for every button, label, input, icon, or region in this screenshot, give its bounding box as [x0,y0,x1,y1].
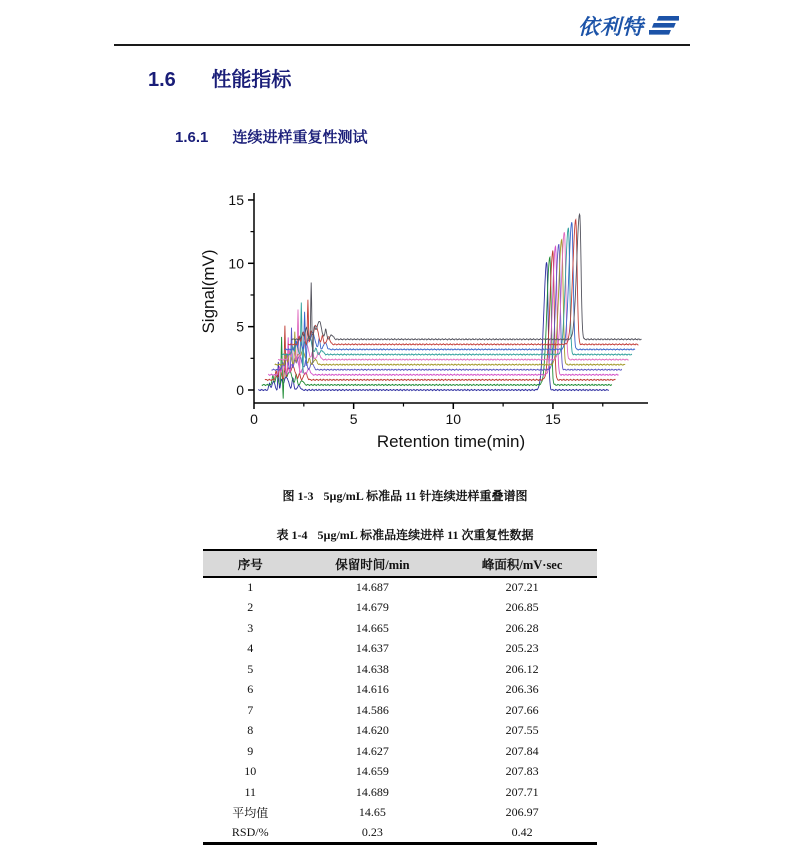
table-body [203,577,597,844]
table-row [203,618,597,639]
table-cell: 0.23 [361,825,383,839]
table-cell: 206.28 [505,620,539,635]
table-row [203,577,597,598]
table-cell: 11 [244,784,257,799]
table-cell: 5 [247,661,254,676]
table-row [203,782,597,803]
y-tick-label: 10 [228,255,244,272]
chromatogram-trace [288,220,638,345]
chromatogram-trace [281,228,631,373]
table-cell: 6 [247,682,254,697]
table-cell: 8 [247,723,254,738]
brand-logo-text: 依利特 [578,16,644,39]
table-cell: 207.66 [505,702,539,717]
brand-logo [578,12,679,40]
table-header-cell: 序号 [237,557,263,572]
table-row [203,680,597,701]
table-caption [10,526,800,543]
table-row [203,598,597,619]
table-cell: 14.679 [355,600,389,615]
table-cell: 206.85 [505,600,539,615]
table-cell: 平均值 [232,806,269,821]
table-row [203,803,597,824]
subsection-title: 连续进样重复性测试 [232,129,368,146]
brand-logo-bars-icon [649,15,679,37]
table-cell: 14.689 [355,784,389,799]
y-axis-title: Signal(mV) [199,249,218,334]
table-row [203,823,597,844]
x-tick-label: 15 [545,411,561,427]
table-caption-label: 表 1-4 [276,528,308,542]
table-cell: 14.65 [358,805,386,820]
chromatogram-chart [198,183,658,461]
table-cell: 207.55 [505,723,539,738]
section-heading [148,68,291,92]
table-cell: 14.627 [355,743,389,758]
table-cell: 2 [247,600,254,615]
x-axis-title: Retention time(min) [376,432,526,451]
subsection-number: 1.6.1 [175,129,209,146]
figure-caption [10,487,800,504]
section-number: 1.6 [148,69,176,91]
table-head [203,550,597,577]
table-cell: 207.21 [505,580,539,595]
table-cell: 14.665 [355,620,389,635]
table-row [203,700,597,721]
repeatability-table [203,549,597,845]
x-tick-label: 10 [445,411,462,427]
table-cell: 1 [247,580,254,595]
table-cell: 14.638 [355,661,389,676]
y-tick-label: 5 [236,318,244,335]
table-cell: 206.97 [505,805,539,820]
y-tick-label: 0 [236,382,244,398]
table-header-cell: 保留时间/min [335,557,410,572]
table-cell: 0.42 [511,825,533,839]
table-cell: 14.620 [355,723,389,738]
table-row [203,721,597,742]
x-tick-label: 5 [349,411,358,427]
subsection-heading [175,128,368,148]
y-tick-label: 15 [228,191,244,208]
table-cell: 207.84 [505,743,539,758]
table-row [203,639,597,660]
table-row [203,762,597,783]
table-caption-text: 5µg/mL 标准品连续进样 11 次重复性数据 [317,528,534,542]
table-cell: 206.36 [505,682,539,697]
table-row [203,741,597,762]
figure-caption-text: 5µg/mL 标准品 11 针连续进样重叠谱图 [323,489,528,503]
table-cell: 14.637 [355,641,389,656]
table-cell: 9 [247,743,254,758]
table-row [203,659,597,680]
table-cell: 10 [244,764,257,779]
section-title: 性能指标 [211,69,292,91]
table-cell: 205.23 [505,641,539,656]
header-rule [114,44,690,46]
chromatogram-figure [198,183,658,461]
table-cell: 3 [247,620,254,635]
table-cell: 207.71 [505,784,539,799]
table-header-row [203,550,597,577]
chromatogram-trace [291,214,641,363]
table-cell: 14.616 [355,682,389,697]
table-cell: 14.687 [355,580,389,595]
figure-caption-label: 图 1-3 [282,489,314,503]
table-cell: 14.659 [355,764,389,779]
table-cell: RSD/% [231,825,269,839]
chromatogram-trace [278,232,628,373]
table-header-cell: 峰面积/mV·sec [481,557,563,572]
table-cell: 207.83 [505,764,539,779]
table-cell: 7 [247,702,254,717]
table-cell: 206.12 [505,661,539,676]
x-tick-label: 0 [250,411,258,427]
table-cell: 4 [247,641,254,656]
table-cell: 14.586 [355,702,389,717]
